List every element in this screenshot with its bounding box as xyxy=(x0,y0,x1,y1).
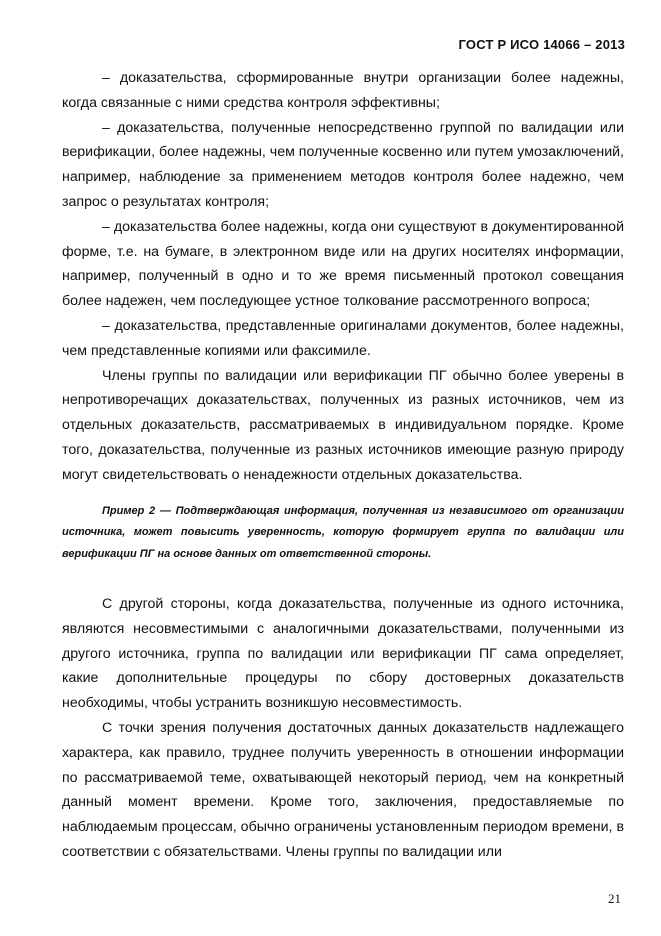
page-number: 21 xyxy=(608,891,621,906)
paragraph-group-confidence: Члены группы по валидации или верификации ПГ обычно более уверены в непротиворечащих доказательствах, полученных из разных источников, чем из отдельных доказательств, рассматриваемых в индивидуальном порядке. Кроме того, доказательства, полученные из разных источников имеющие разную природу могут свидетельствовать о ненадежности отдельных доказательства. xyxy=(62,367,624,483)
paragraph-bullet-2: – доказательства, полученные непосредственно группой по валидации или верификации, более надежны, чем полученные косвенно или путем умозаключений, например, наблюдение за применением методов контроля более надежно, чем запрос о результатах контроля; xyxy=(62,119,624,210)
paragraph-bullet-1: – доказательства, сформированные внутри организации более надежны, когда связанные с ними средства контроля эффективны; xyxy=(62,70,624,111)
paragraph-sufficient-data: С точки зрения получения достаточных данных доказательств надлежащего характера, как правило, труднее получить уверенность в отношении информации по рассматриваемой теме, охватывающей некоторый период, чем на конкретный данный момент времени. Кроме того, заключения, предоставляемые по наблюдаемым процессам, обычно ограничены установленным периодом времени, в соответствии с обязательствами. Члены группы по валидации или xyxy=(62,720,624,861)
paragraph-bullet-3: – доказательства более надежны, когда они существуют в документированной форме, т.е. на бумаге, в электронном виде или на других носителях информации, например, полученный в одно и то же время письменный протокол совещания более надежен, чем последующее устное толкование рассмотренного вопроса; xyxy=(62,218,624,310)
paragraph-bullet-4: – доказательства, представленные оригиналами документов, более надежны, чем представленные копиями или факсимиле. xyxy=(62,317,624,359)
paragraph-other-side: С другой стороны, когда доказательства, полученные из одного источника, являются несовместимыми с аналогичными доказательствами, полученными из другого источника, группа по валидации или верификации ПГ сама определяет, какие дополнительные процедуры по сбору достоверных доказательств необходимы, чтобы устранить возникшую несовместимость. xyxy=(62,596,624,712)
document-header: ГОСТ Р ИСО 14066 – 2013 xyxy=(458,37,625,52)
document-body xyxy=(62,66,624,865)
example-note: Пример 2 — Подтверждающая информация, полученная из независимого от организации источника, может повысить уверенность, которую формирует группа по валидации или верификации ПГ на основе данных от ответственной стороны. xyxy=(62,504,624,560)
